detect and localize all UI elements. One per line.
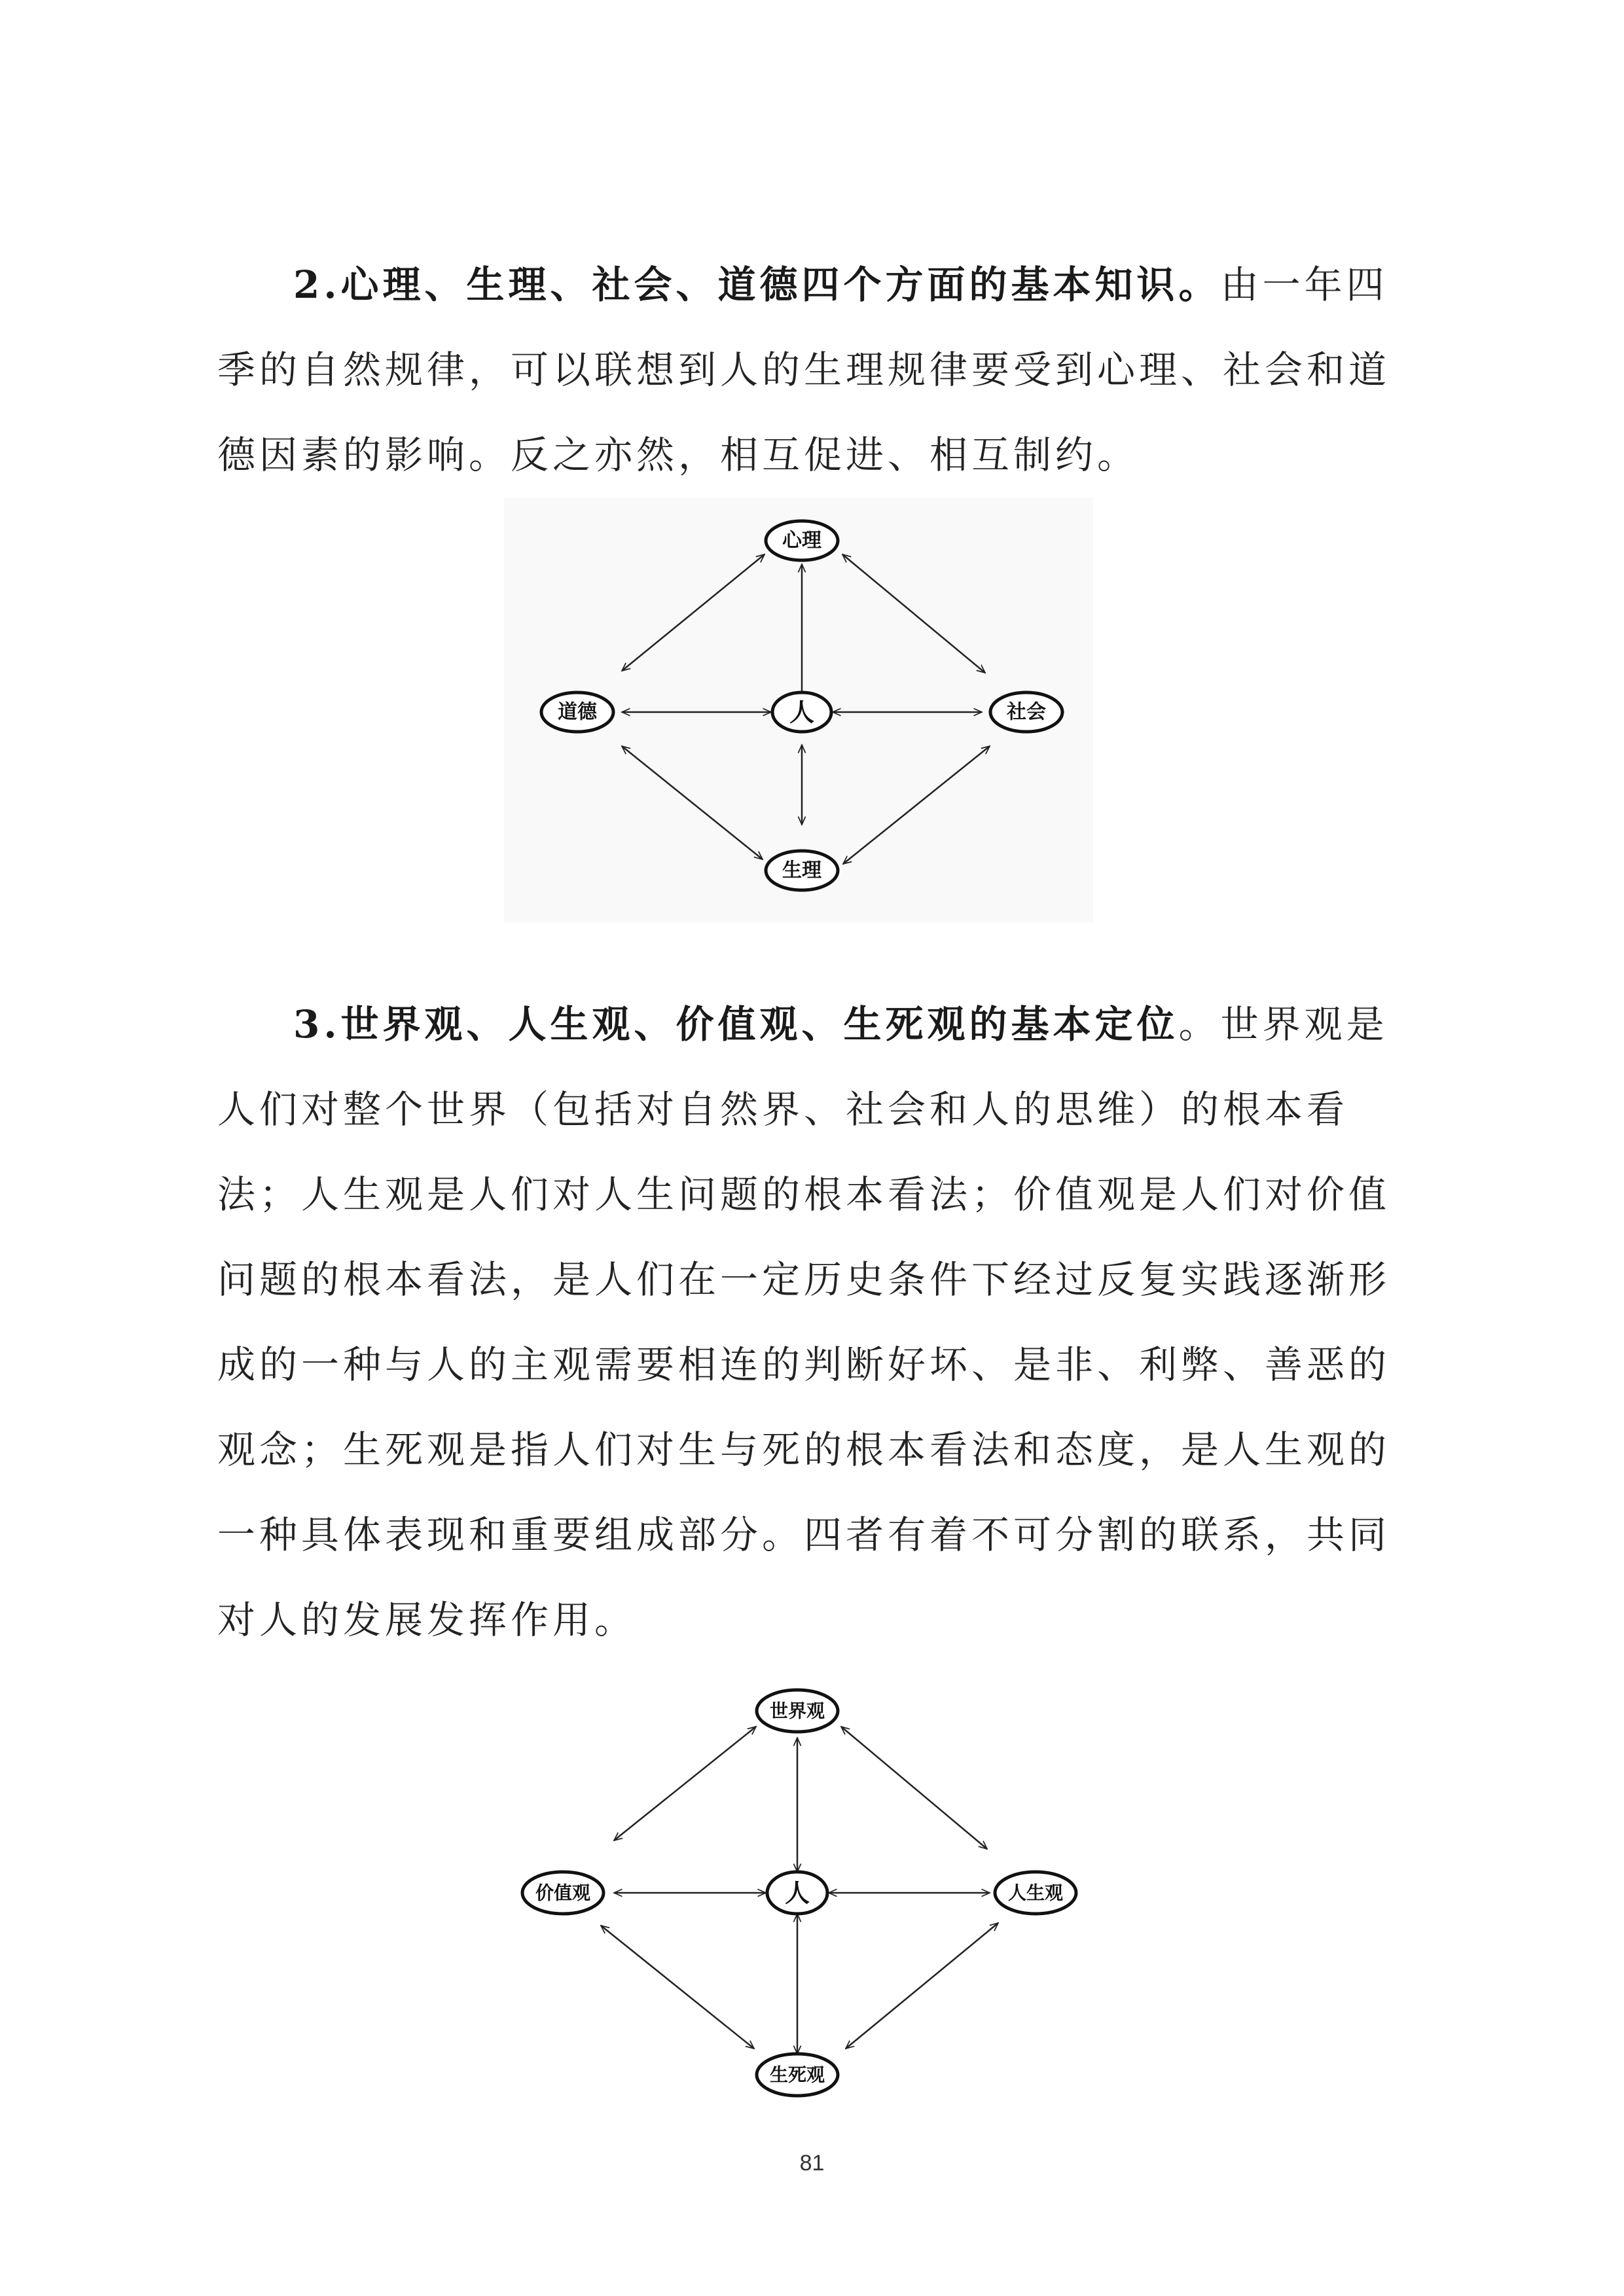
relationship-diagram-2 [504, 1662, 1093, 2108]
edge-top-right [841, 1727, 987, 1849]
node-left-label: 价值观 [535, 1882, 591, 1904]
node-center-label: 人 [784, 1878, 810, 1908]
edge-bottom-right [843, 746, 990, 864]
node-right [995, 1872, 1076, 1914]
node-center-label: 人 [789, 697, 815, 727]
section-3-body: 。世界观是人们对整个世界（包括对自然界、社会和人的思维）的根本看法；人生观是人们对人生问题的根本看法；价值观是人们对价值问题的根本看法，是人们在一定历史条件下经过反复实践逐渐形成的一种与人的主观需要相连的判断好坏、是非、利弊、善恶的观念；生死观是指人们对生与死的根本看法和态度，是人生观的一种具体表现和重要组成部分。四者有着不可分割的联系，共同对人的发展发挥作用。 [217, 1002, 1391, 1642]
node-top-label: 世界观 [769, 1700, 825, 1722]
node-bottom-label: 生理 [782, 859, 821, 882]
node-right-label: 人生观 [1007, 1882, 1064, 1904]
edge-top-left [622, 554, 765, 671]
node-bottom-label: 生死观 [769, 2064, 825, 2086]
section-2-heading: 2.心理、生理、社会、道德四个方面的基本知识。 [293, 262, 1221, 307]
edge-top-left [614, 1727, 756, 1840]
node-left [541, 692, 613, 732]
node-left [522, 1872, 604, 1914]
node-bottom [766, 851, 838, 890]
node-top [757, 1690, 838, 1732]
edge-top-right [842, 554, 985, 673]
node-top [766, 521, 838, 560]
node-right [990, 692, 1062, 732]
edge-bottom-left [622, 746, 763, 859]
section-2-paragraph [217, 242, 1422, 497]
section-3-heading: 3.世界观、人生观、价值观、生死观的基本定位 [293, 1002, 1179, 1047]
node-top-label: 心理 [782, 529, 821, 552]
node-right-label: 社会 [1007, 700, 1046, 724]
page-number: 81 [799, 2151, 825, 2176]
node-bottom [757, 2054, 838, 2096]
node-center [767, 1872, 827, 1914]
relationship-diagram-1 [504, 497, 1093, 923]
edge-bottom-right [846, 1923, 998, 2049]
node-left-label: 道德 [558, 700, 597, 724]
edge-bottom-left [601, 1926, 754, 2049]
section-3-paragraph [217, 982, 1422, 1662]
section-2-body: 由一年四季的自然规律，可以联想到人的生理规律要受到心理、社会和道德因素的影响。反之亦然，相互促进、相互制约。 [217, 262, 1391, 477]
node-center [772, 692, 831, 732]
